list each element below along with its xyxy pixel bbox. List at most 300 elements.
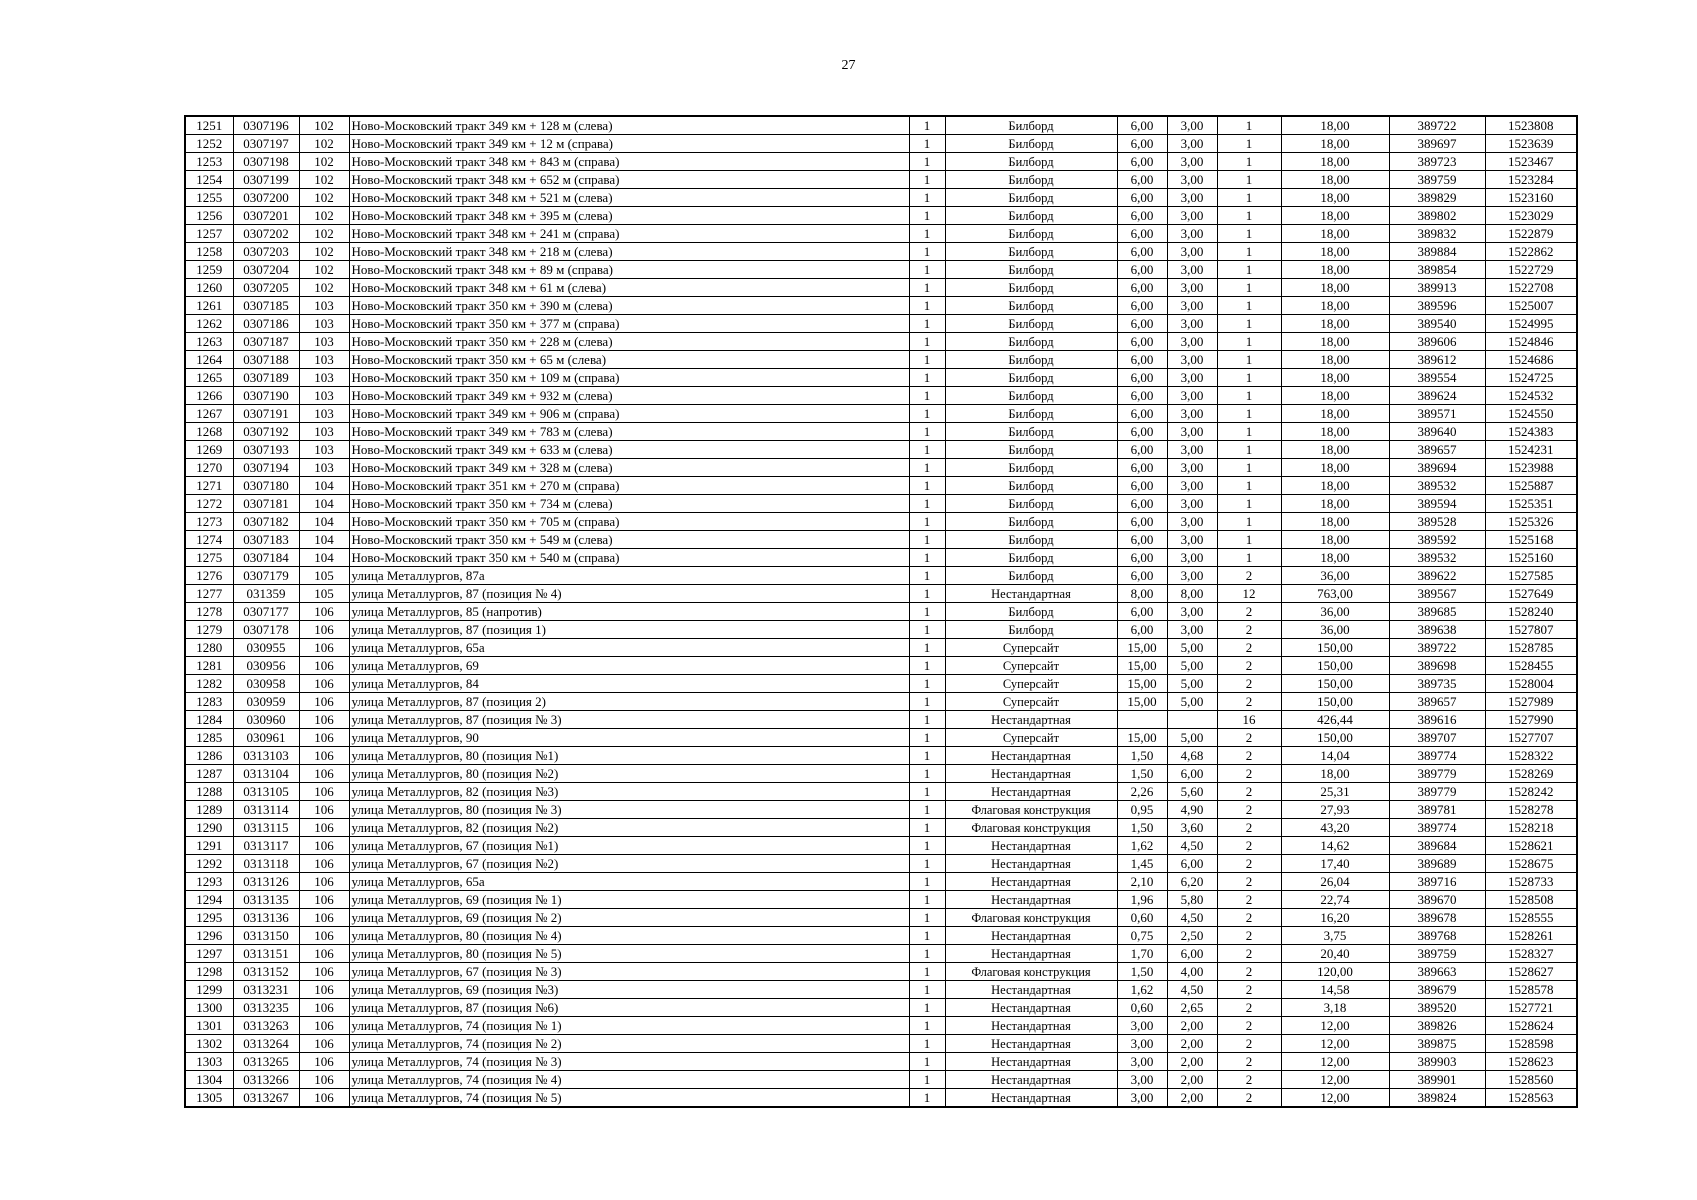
cell-coord-x: 389689 (1389, 855, 1485, 873)
cell-coord-y: 1524995 (1485, 315, 1577, 333)
cell-registry-id: 0307192 (233, 423, 299, 441)
cell-quantity: 1 (909, 225, 945, 243)
cell-registry-id: 0313235 (233, 999, 299, 1017)
cell-coord-y: 1524686 (1485, 351, 1577, 369)
cell-zone-number: 103 (299, 405, 349, 423)
cell-coord-x: 389824 (1389, 1089, 1485, 1108)
cell-registry-id: 030961 (233, 729, 299, 747)
cell-coord-x: 389829 (1389, 189, 1485, 207)
cell-height: 5,00 (1167, 639, 1217, 657)
cell-row-number: 1302 (185, 1035, 233, 1053)
table-row (185, 189, 1577, 207)
table-row (185, 801, 1577, 819)
cell-zone-number: 106 (299, 1053, 349, 1071)
cell-sides: 2 (1217, 909, 1281, 927)
cell-address: улица Металлургов, 87а (349, 567, 909, 585)
cell-coord-x: 389759 (1389, 171, 1485, 189)
cell-coord-x: 389779 (1389, 765, 1485, 783)
cell-width: 2,26 (1117, 783, 1167, 801)
cell-area: 18,00 (1281, 333, 1389, 351)
cell-sides: 1 (1217, 279, 1281, 297)
table-row (185, 675, 1577, 693)
cell-sides: 2 (1217, 891, 1281, 909)
cell-zone-number: 104 (299, 531, 349, 549)
table-row (185, 945, 1577, 963)
cell-zone-number: 106 (299, 801, 349, 819)
cell-sides: 2 (1217, 693, 1281, 711)
cell-quantity: 1 (909, 1053, 945, 1071)
cell-height: 3,60 (1167, 819, 1217, 837)
cell-row-number: 1305 (185, 1089, 233, 1108)
cell-registry-id: 0307196 (233, 116, 299, 135)
cell-area: 18,00 (1281, 513, 1389, 531)
cell-row-number: 1304 (185, 1071, 233, 1089)
cell-coord-y: 1522708 (1485, 279, 1577, 297)
cell-row-number: 1300 (185, 999, 233, 1017)
cell-height: 8,00 (1167, 585, 1217, 603)
cell-address: улица Металлургов, 80 (позиция № 5) (349, 945, 909, 963)
cell-height: 3,00 (1167, 567, 1217, 585)
cell-height: 4,50 (1167, 981, 1217, 999)
cell-address: улица Металлургов, 82 (позиция №2) (349, 819, 909, 837)
cell-coord-y: 1528733 (1485, 873, 1577, 891)
cell-coord-x: 389616 (1389, 711, 1485, 729)
cell-zone-number: 106 (299, 927, 349, 945)
cell-coord-y: 1525351 (1485, 495, 1577, 513)
cell-row-number: 1270 (185, 459, 233, 477)
cell-structure-type: Билборд (945, 405, 1117, 423)
cell-structure-type: Нестандартная (945, 927, 1117, 945)
cell-width: 6,00 (1117, 135, 1167, 153)
cell-sides: 2 (1217, 945, 1281, 963)
cell-quantity: 1 (909, 387, 945, 405)
cell-structure-type: Суперсайт (945, 675, 1117, 693)
cell-coord-y: 1523467 (1485, 153, 1577, 171)
cell-width: 6,00 (1117, 621, 1167, 639)
cell-structure-type: Билборд (945, 621, 1117, 639)
cell-coord-y: 1528555 (1485, 909, 1577, 927)
cell-zone-number: 106 (299, 981, 349, 999)
cell-sides: 1 (1217, 189, 1281, 207)
cell-area: 18,00 (1281, 135, 1389, 153)
cell-area: 18,00 (1281, 225, 1389, 243)
cell-row-number: 1274 (185, 531, 233, 549)
cell-quantity: 1 (909, 945, 945, 963)
cell-zone-number: 106 (299, 891, 349, 909)
cell-quantity: 1 (909, 1089, 945, 1108)
cell-address: Ново-Московский тракт 349 км + 128 м (слева) (349, 116, 909, 135)
cell-registry-id: 0307181 (233, 495, 299, 513)
cell-coord-x: 389774 (1389, 747, 1485, 765)
cell-zone-number: 106 (299, 873, 349, 891)
cell-address: улица Металлургов, 74 (позиция № 5) (349, 1089, 909, 1108)
cell-quantity: 1 (909, 603, 945, 621)
table-row (185, 243, 1577, 261)
cell-quantity: 1 (909, 765, 945, 783)
cell-sides: 2 (1217, 729, 1281, 747)
cell-sides: 1 (1217, 135, 1281, 153)
cell-zone-number: 106 (299, 1071, 349, 1089)
cell-area: 43,20 (1281, 819, 1389, 837)
cell-quantity: 1 (909, 909, 945, 927)
cell-structure-type: Флаговая конструкция (945, 909, 1117, 927)
cell-zone-number: 102 (299, 116, 349, 135)
cell-height: 4,50 (1167, 837, 1217, 855)
cell-structure-type: Билборд (945, 531, 1117, 549)
cell-address: улица Металлургов, 74 (позиция № 3) (349, 1053, 909, 1071)
cell-height (1167, 711, 1217, 729)
cell-registry-id: 0313126 (233, 873, 299, 891)
cell-height: 5,00 (1167, 693, 1217, 711)
cell-sides: 1 (1217, 333, 1281, 351)
cell-row-number: 1253 (185, 153, 233, 171)
cell-area: 18,00 (1281, 765, 1389, 783)
cell-zone-number: 102 (299, 153, 349, 171)
cell-zone-number: 106 (299, 963, 349, 981)
cell-address: улица Металлургов, 74 (позиция № 4) (349, 1071, 909, 1089)
cell-sides: 2 (1217, 621, 1281, 639)
cell-coord-x: 389884 (1389, 243, 1485, 261)
cell-coord-y: 1524725 (1485, 369, 1577, 387)
cell-quantity: 1 (909, 459, 945, 477)
cell-zone-number: 106 (299, 1035, 349, 1053)
cell-address: улица Металлургов, 65а (349, 639, 909, 657)
cell-sides: 2 (1217, 1089, 1281, 1108)
cell-coord-y: 1524846 (1485, 333, 1577, 351)
cell-width: 1,45 (1117, 855, 1167, 873)
cell-address: Ново-Московский тракт 350 км + 228 м (слева) (349, 333, 909, 351)
cell-structure-type: Суперсайт (945, 729, 1117, 747)
cell-sides: 1 (1217, 513, 1281, 531)
cell-quantity: 1 (909, 963, 945, 981)
cell-registry-id: 0313105 (233, 783, 299, 801)
cell-coord-y: 1522729 (1485, 261, 1577, 279)
cell-coord-x: 389678 (1389, 909, 1485, 927)
cell-coord-y: 1528627 (1485, 963, 1577, 981)
cell-row-number: 1289 (185, 801, 233, 819)
cell-row-number: 1263 (185, 333, 233, 351)
cell-registry-id: 030956 (233, 657, 299, 675)
cell-structure-type: Флаговая конструкция (945, 963, 1117, 981)
cell-coord-y: 1528508 (1485, 891, 1577, 909)
cell-structure-type: Нестандартная (945, 945, 1117, 963)
cell-registry-id: 0307198 (233, 153, 299, 171)
cell-sides: 16 (1217, 711, 1281, 729)
cell-area: 3,18 (1281, 999, 1389, 1017)
cell-coord-y: 1528327 (1485, 945, 1577, 963)
cell-coord-y: 1524550 (1485, 405, 1577, 423)
table-row (185, 441, 1577, 459)
cell-width: 3,00 (1117, 1089, 1167, 1108)
cell-width: 1,50 (1117, 765, 1167, 783)
cell-quantity: 1 (909, 135, 945, 153)
cell-row-number: 1294 (185, 891, 233, 909)
cell-quantity: 1 (909, 1071, 945, 1089)
cell-sides: 1 (1217, 351, 1281, 369)
cell-row-number: 1262 (185, 315, 233, 333)
cell-registry-id: 0313152 (233, 963, 299, 981)
cell-width: 6,00 (1117, 387, 1167, 405)
table-row (185, 765, 1577, 783)
cell-structure-type: Суперсайт (945, 657, 1117, 675)
cell-address: Ново-Московский тракт 348 км + 843 м (справа) (349, 153, 909, 171)
cell-coord-x: 389528 (1389, 513, 1485, 531)
cell-structure-type: Билборд (945, 513, 1117, 531)
cell-coord-y: 1525160 (1485, 549, 1577, 567)
cell-quantity: 1 (909, 369, 945, 387)
cell-area: 36,00 (1281, 567, 1389, 585)
cell-coord-y: 1522862 (1485, 243, 1577, 261)
cell-coord-x: 389735 (1389, 675, 1485, 693)
cell-quantity: 1 (909, 819, 945, 837)
cell-area: 12,00 (1281, 1071, 1389, 1089)
cell-area: 18,00 (1281, 423, 1389, 441)
cell-zone-number: 102 (299, 243, 349, 261)
cell-registry-id: 0307185 (233, 297, 299, 315)
cell-sides: 1 (1217, 116, 1281, 135)
cell-row-number: 1287 (185, 765, 233, 783)
cell-structure-type: Билборд (945, 153, 1117, 171)
cell-area: 18,00 (1281, 297, 1389, 315)
cell-height: 3,00 (1167, 153, 1217, 171)
cell-width: 6,00 (1117, 279, 1167, 297)
cell-registry-id: 0313103 (233, 747, 299, 765)
cell-row-number: 1295 (185, 909, 233, 927)
cell-width: 6,00 (1117, 495, 1167, 513)
cell-quantity: 1 (909, 639, 945, 657)
cell-address: Ново-Московский тракт 351 км + 270 м (справа) (349, 477, 909, 495)
table-row (185, 1053, 1577, 1071)
cell-height: 3,00 (1167, 531, 1217, 549)
cell-coord-y: 1522879 (1485, 225, 1577, 243)
table-row (185, 819, 1577, 837)
cell-quantity: 1 (909, 675, 945, 693)
cell-coord-x: 389532 (1389, 477, 1485, 495)
table-body (185, 116, 1577, 1107)
cell-row-number: 1277 (185, 585, 233, 603)
cell-address: Ново-Московский тракт 349 км + 783 м (слева) (349, 423, 909, 441)
cell-registry-id: 0307189 (233, 369, 299, 387)
cell-area: 12,00 (1281, 1053, 1389, 1071)
table-row (185, 639, 1577, 657)
cell-row-number: 1299 (185, 981, 233, 999)
cell-address: Ново-Московский тракт 348 км + 652 м (справа) (349, 171, 909, 189)
cell-structure-type: Билборд (945, 279, 1117, 297)
cell-area: 150,00 (1281, 639, 1389, 657)
cell-area: 763,00 (1281, 585, 1389, 603)
cell-area: 22,74 (1281, 891, 1389, 909)
cell-coord-y: 1525168 (1485, 531, 1577, 549)
cell-coord-y: 1528624 (1485, 1017, 1577, 1035)
cell-area: 18,00 (1281, 477, 1389, 495)
cell-registry-id: 0307177 (233, 603, 299, 621)
cell-height: 5,60 (1167, 783, 1217, 801)
cell-row-number: 1252 (185, 135, 233, 153)
cell-address: Ново-Московский тракт 349 км + 328 м (слева) (349, 459, 909, 477)
cell-sides: 1 (1217, 171, 1281, 189)
cell-area: 36,00 (1281, 621, 1389, 639)
cell-sides: 1 (1217, 495, 1281, 513)
cell-height: 3,00 (1167, 423, 1217, 441)
cell-width: 1,62 (1117, 981, 1167, 999)
cell-width: 6,00 (1117, 531, 1167, 549)
cell-coord-x: 389520 (1389, 999, 1485, 1017)
cell-zone-number: 103 (299, 369, 349, 387)
cell-structure-type: Нестандартная (945, 765, 1117, 783)
cell-height: 3,00 (1167, 279, 1217, 297)
cell-coord-y: 1523988 (1485, 459, 1577, 477)
cell-height: 2,00 (1167, 1053, 1217, 1071)
cell-height: 2,00 (1167, 1017, 1217, 1035)
cell-sides: 1 (1217, 459, 1281, 477)
cell-width: 15,00 (1117, 693, 1167, 711)
cell-quantity: 1 (909, 567, 945, 585)
cell-coord-y: 1528455 (1485, 657, 1577, 675)
cell-quantity: 1 (909, 783, 945, 801)
cell-quantity: 1 (909, 423, 945, 441)
cell-sides: 1 (1217, 315, 1281, 333)
cell-row-number: 1284 (185, 711, 233, 729)
cell-sides: 1 (1217, 243, 1281, 261)
cell-coord-y: 1527989 (1485, 693, 1577, 711)
cell-row-number: 1273 (185, 513, 233, 531)
cell-structure-type: Билборд (945, 243, 1117, 261)
cell-sides: 1 (1217, 423, 1281, 441)
cell-address: улица Металлургов, 85 (напротив) (349, 603, 909, 621)
cell-registry-id: 0313118 (233, 855, 299, 873)
cell-registry-id: 0307194 (233, 459, 299, 477)
cell-zone-number: 106 (299, 1017, 349, 1035)
cell-quantity: 1 (909, 315, 945, 333)
cell-row-number: 1293 (185, 873, 233, 891)
cell-structure-type: Суперсайт (945, 693, 1117, 711)
cell-structure-type: Билборд (945, 459, 1117, 477)
cell-sides: 1 (1217, 549, 1281, 567)
cell-height: 2,50 (1167, 927, 1217, 945)
cell-registry-id: 0307205 (233, 279, 299, 297)
cell-quantity: 1 (909, 495, 945, 513)
cell-row-number: 1290 (185, 819, 233, 837)
cell-sides: 2 (1217, 567, 1281, 585)
cell-address: улица Металлургов, 74 (позиция № 1) (349, 1017, 909, 1035)
cell-row-number: 1281 (185, 657, 233, 675)
cell-area: 150,00 (1281, 657, 1389, 675)
cell-coord-x: 389875 (1389, 1035, 1485, 1053)
cell-structure-type: Билборд (945, 189, 1117, 207)
table-row (185, 495, 1577, 513)
cell-structure-type: Билборд (945, 495, 1117, 513)
table-row (185, 351, 1577, 369)
cell-height: 2,00 (1167, 1071, 1217, 1089)
cell-registry-id: 0307190 (233, 387, 299, 405)
cell-area: 12,00 (1281, 1017, 1389, 1035)
cell-area: 18,00 (1281, 549, 1389, 567)
cell-registry-id: 0313136 (233, 909, 299, 927)
cell-quantity: 1 (909, 891, 945, 909)
cell-structure-type: Билборд (945, 549, 1117, 567)
cell-sides: 1 (1217, 369, 1281, 387)
cell-zone-number: 106 (299, 999, 349, 1017)
cell-height: 3,00 (1167, 549, 1217, 567)
cell-coord-x: 389594 (1389, 495, 1485, 513)
cell-zone-number: 103 (299, 297, 349, 315)
cell-address: улица Металлургов, 87 (позиция 1) (349, 621, 909, 639)
cell-sides: 2 (1217, 783, 1281, 801)
table-row (185, 369, 1577, 387)
cell-address: улица Металлургов, 69 (349, 657, 909, 675)
cell-registry-id: 0307203 (233, 243, 299, 261)
table-row (185, 621, 1577, 639)
cell-width: 6,00 (1117, 441, 1167, 459)
cell-address: улица Металлургов, 80 (позиция №2) (349, 765, 909, 783)
cell-width: 6,00 (1117, 315, 1167, 333)
cell-registry-id: 030960 (233, 711, 299, 729)
cell-quantity: 1 (909, 873, 945, 891)
cell-zone-number: 106 (299, 657, 349, 675)
cell-width: 6,00 (1117, 116, 1167, 135)
table-row (185, 693, 1577, 711)
cell-coord-y: 1524383 (1485, 423, 1577, 441)
cell-coord-y: 1528242 (1485, 783, 1577, 801)
cell-sides: 2 (1217, 747, 1281, 765)
cell-height: 3,00 (1167, 603, 1217, 621)
cell-coord-x: 389684 (1389, 837, 1485, 855)
cell-coord-y: 1528269 (1485, 765, 1577, 783)
cell-quantity: 1 (909, 549, 945, 567)
cell-address: улица Металлургов, 69 (позиция №3) (349, 981, 909, 999)
cell-zone-number: 106 (299, 855, 349, 873)
cell-registry-id: 0307188 (233, 351, 299, 369)
cell-coord-y: 1528560 (1485, 1071, 1577, 1089)
cell-sides: 2 (1217, 819, 1281, 837)
cell-sides: 1 (1217, 225, 1281, 243)
cell-height: 4,50 (1167, 909, 1217, 927)
cell-structure-type: Билборд (945, 567, 1117, 585)
cell-quantity: 1 (909, 585, 945, 603)
cell-row-number: 1272 (185, 495, 233, 513)
cell-width: 0,60 (1117, 909, 1167, 927)
cell-coord-y: 1528563 (1485, 1089, 1577, 1108)
cell-registry-id: 0313117 (233, 837, 299, 855)
cell-structure-type: Билборд (945, 387, 1117, 405)
cell-sides: 2 (1217, 675, 1281, 693)
cell-height: 3,00 (1167, 207, 1217, 225)
cell-registry-id: 0313150 (233, 927, 299, 945)
cell-structure-type: Нестандартная (945, 1089, 1117, 1108)
table-row (185, 549, 1577, 567)
cell-sides: 2 (1217, 1053, 1281, 1071)
cell-coord-y: 1524231 (1485, 441, 1577, 459)
cell-width: 6,00 (1117, 405, 1167, 423)
cell-row-number: 1301 (185, 1017, 233, 1035)
cell-row-number: 1267 (185, 405, 233, 423)
cell-width: 6,00 (1117, 243, 1167, 261)
cell-structure-type: Нестандартная (945, 783, 1117, 801)
cell-zone-number: 103 (299, 387, 349, 405)
table-row (185, 873, 1577, 891)
cell-area: 150,00 (1281, 729, 1389, 747)
cell-zone-number: 102 (299, 279, 349, 297)
cell-area: 150,00 (1281, 675, 1389, 693)
cell-registry-id: 0307182 (233, 513, 299, 531)
cell-height: 6,00 (1167, 765, 1217, 783)
cell-coord-y: 1525887 (1485, 477, 1577, 495)
cell-width: 0,75 (1117, 927, 1167, 945)
cell-registry-id: 0307180 (233, 477, 299, 495)
cell-address: улица Металлургов, 87 (позиция №6) (349, 999, 909, 1017)
cell-area: 14,04 (1281, 747, 1389, 765)
cell-height: 3,00 (1167, 297, 1217, 315)
